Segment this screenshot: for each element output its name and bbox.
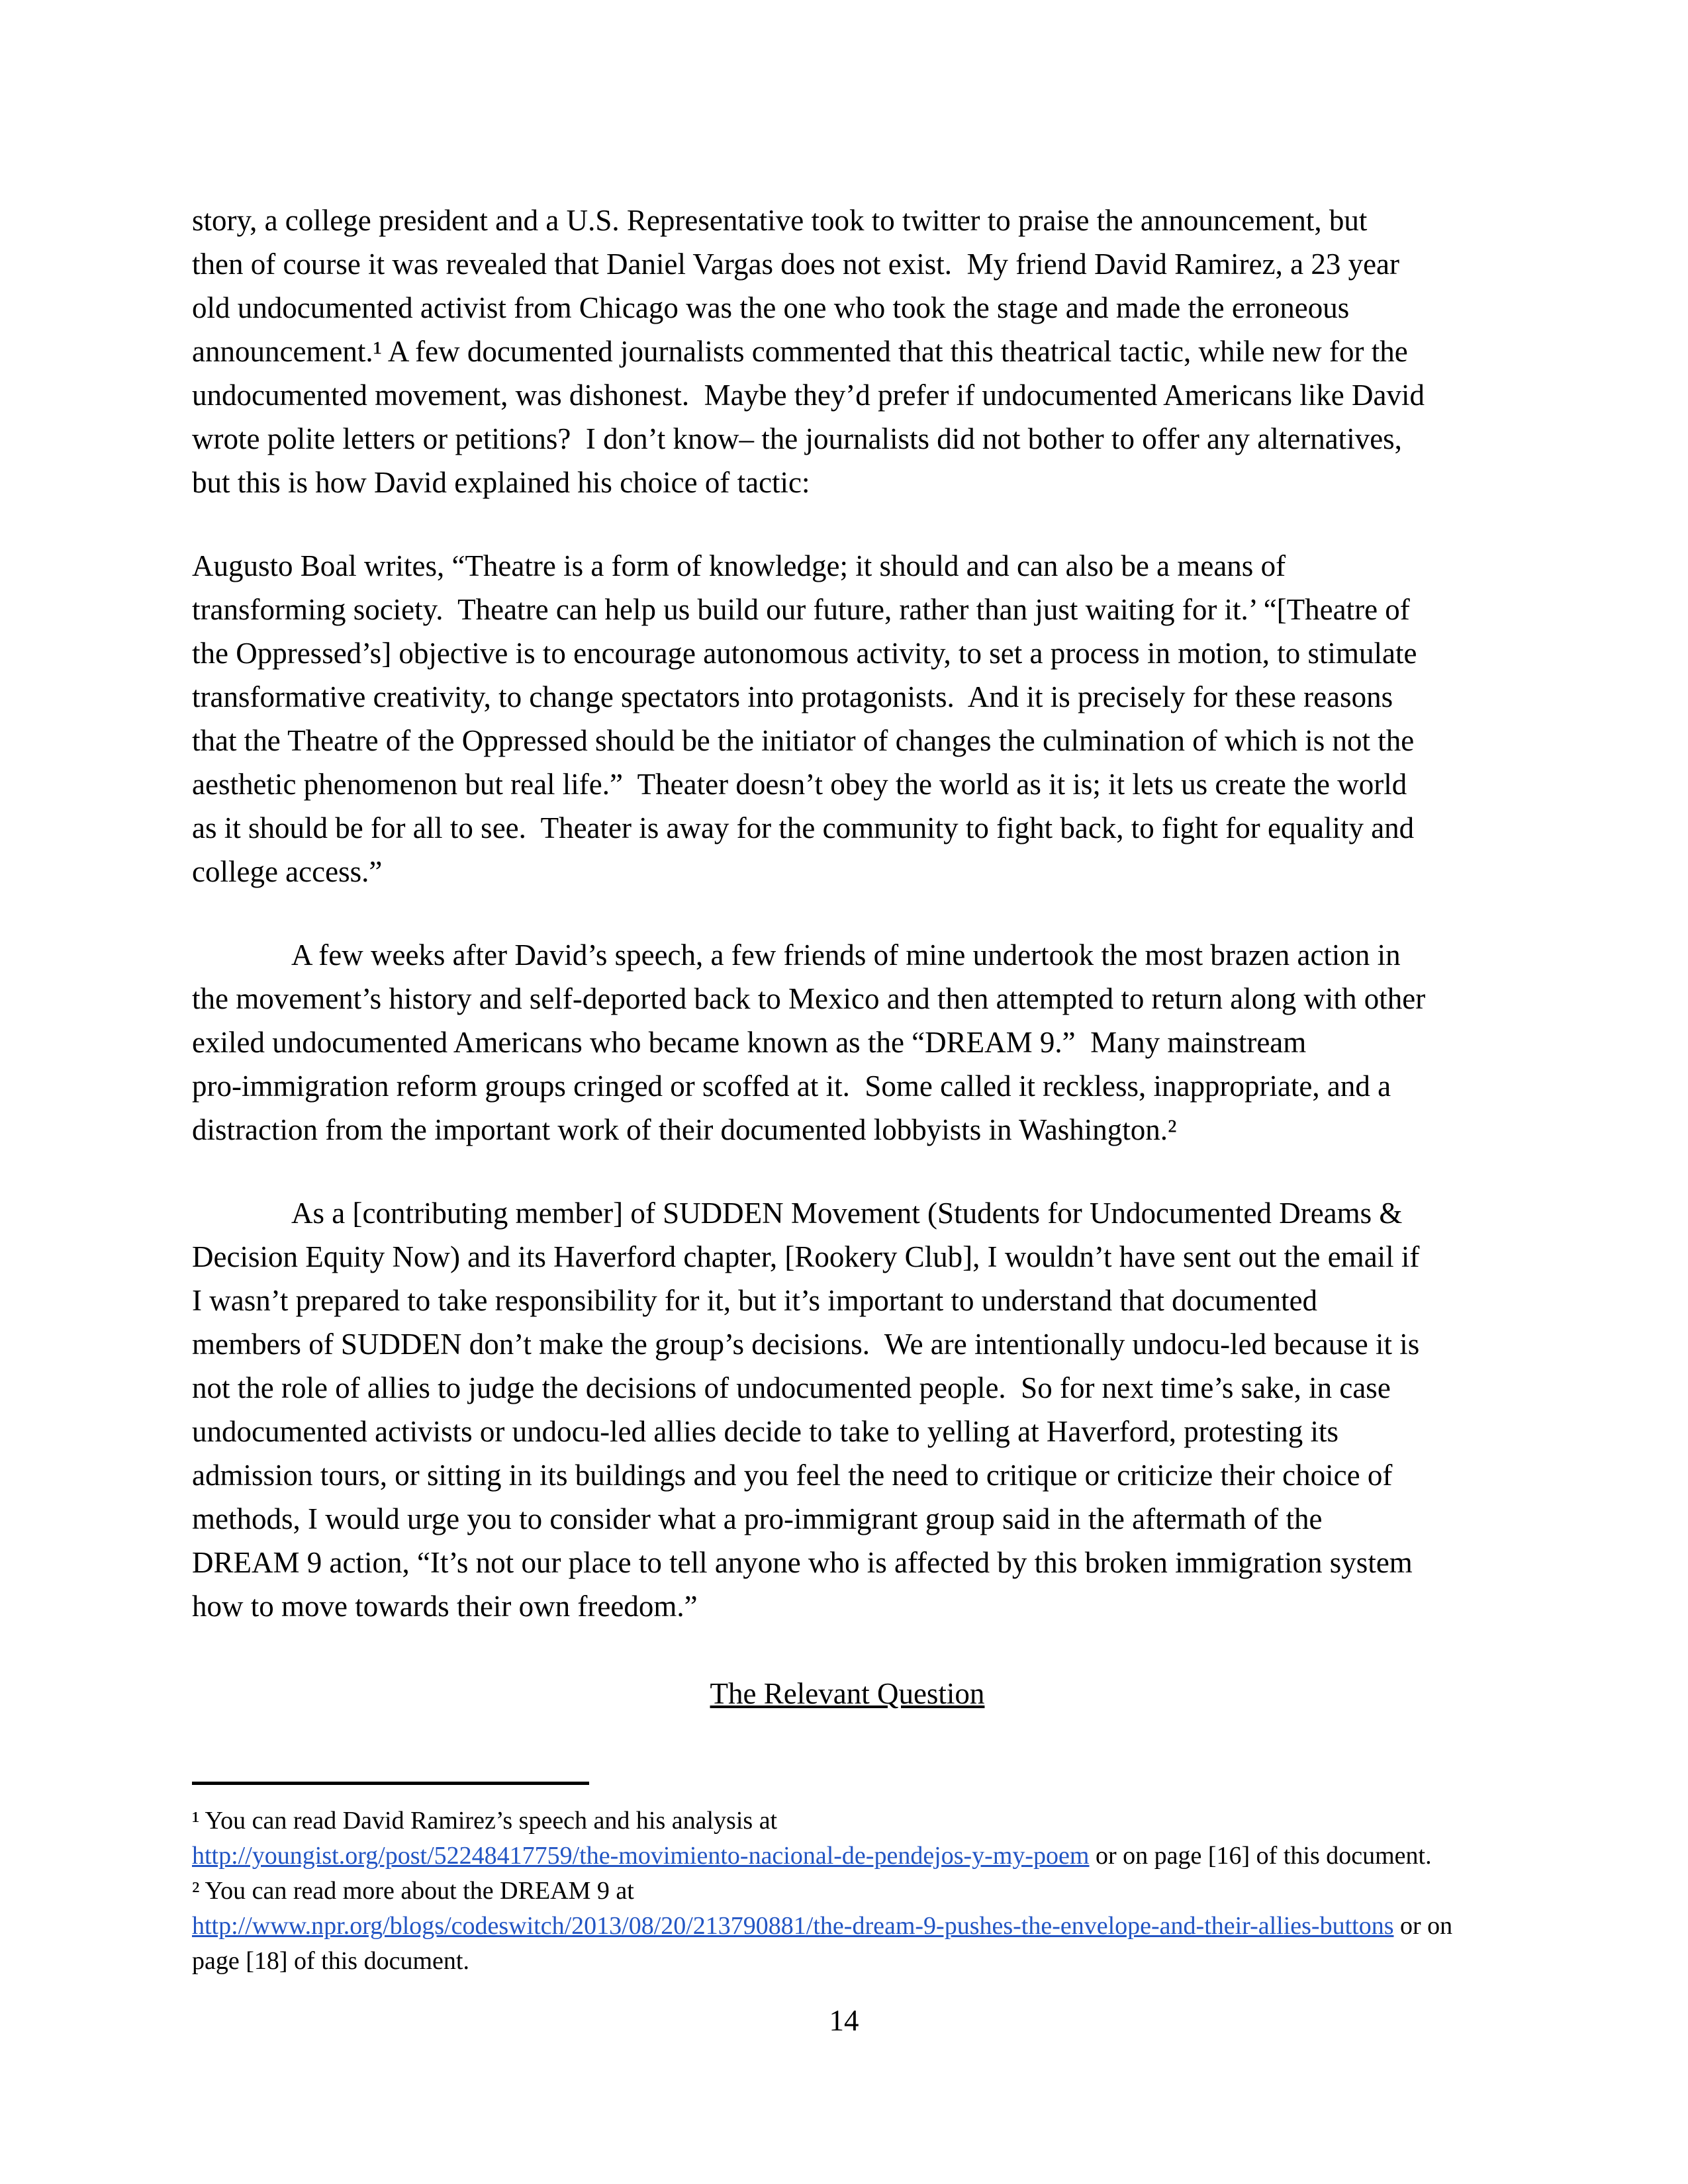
paragraph [192, 199, 1503, 504]
paragraph-line: that the Theatre of the Oppressed should be the initiator of changes the culmination of which is not the [192, 724, 1415, 757]
paragraph-line: aesthetic phenomenon but real life.” Theater doesn’t obey the world as it is; it lets us create the world [192, 768, 1407, 801]
paragraph-line: As a [contributing member] of SUDDEN Movement (Students for Undocumented Dreams & [291, 1197, 1403, 1230]
paragraph-line: not the role of allies to judge the decisions of undocumented people. So for next time’s sake, in case [192, 1371, 1391, 1404]
footnote-line [192, 1909, 1503, 1944]
footnote-link[interactable]: http://www.npr.org/blogs/codeswitch/2013/08/20/213790881/the-dream-9-pushes-the-envelope-and-their-allies-buttons [192, 1912, 1394, 1940]
paragraph-line: A few weeks after David’s speech, a few friends of mine undertook the most brazen action in [291, 938, 1401, 972]
paragraph-line: exiled undocumented Americans who became known as the “DREAM 9.” Many mainstream [192, 1026, 1307, 1059]
paragraph-line: the Oppressed’s] objective is to encourage autonomous activity, to set a process in motion, to stimulate [192, 637, 1417, 670]
paragraph-line: the movement’s history and self-deported back to Mexico and then attempted to return along with other [192, 982, 1426, 1015]
paragraph-line: I wasn’t prepared to take responsibility for it, but it’s important to understand that documented [192, 1284, 1318, 1317]
paragraph-line: wrote polite letters or petitions? I don’t know– the journalists did not bother to offer any alternatives, [192, 422, 1402, 455]
paragraph-line: Augusto Boal writes, “Theatre is a form of knowledge; it should and can also be a means of [192, 549, 1286, 582]
footnote-text: or on [1393, 1912, 1453, 1940]
footnote-line [192, 1839, 1503, 1874]
paragraph-line: story, a college president and a U.S. Representative took to twitter to praise the announcement, but [192, 204, 1368, 237]
footnote-area [192, 1782, 1503, 1979]
paragraph-line: transformative creativity, to change spectators into protagonists. And it is precisely for these reasons [192, 680, 1393, 713]
body-paragraphs [192, 199, 1503, 1628]
footnote-text: ² You can read more about the DREAM 9 at [192, 1877, 634, 1905]
paragraph-line: transforming society. Theatre can help us build our future, rather than just waiting for it.’ “[Theatre of [192, 593, 1410, 626]
paragraph-line: pro-immigration reform groups cringed or scoffed at it. Some called it reckless, inappropriate, and a [192, 1069, 1391, 1103]
footnote-text: or on page [16] of this document. [1089, 1842, 1432, 1870]
paragraph-line: how to move towards their own freedom.” [192, 1590, 698, 1623]
paragraph [192, 544, 1503, 893]
paragraph-line: admission tours, or sitting in its buildings and you feel the need to critique or criticize their choice of [192, 1459, 1393, 1492]
paragraph-line: old undocumented activist from Chicago was the one who took the stage and made the erroneous [192, 291, 1350, 324]
paragraph-line: Decision Equity Now) and its Haverford chapter, [Rookery Club], I wouldn’t have sent out the email if [192, 1240, 1420, 1273]
paragraph-line: distraction from the important work of their documented lobbyists in Washington.² [192, 1113, 1177, 1146]
paragraph-line: members of SUDDEN don’t make the group’s decisions. We are intentionally undocu-led because it is [192, 1328, 1420, 1361]
paragraph-line: then of course it was revealed that Daniel Vargas does not exist. My friend David Ramirez, a 23 year [192, 248, 1400, 281]
paragraph-line: methods, I would urge you to consider what a pro-immigrant group said in the aftermath of the [192, 1502, 1323, 1535]
footnote-list [192, 1803, 1503, 1979]
paragraph-line: announcement.¹ A few documented journalists commented that this theatrical tactic, while new for the [192, 335, 1408, 368]
footnote-line [192, 1944, 1503, 1979]
footnote-text: page [18] of this document. [192, 1947, 469, 1975]
footnote-line [192, 1874, 1503, 1909]
paragraph-line: college access.” [192, 855, 383, 888]
section-heading: The Relevant Question [710, 1677, 985, 1710]
paragraph [192, 933, 1503, 1152]
paragraph-line: undocumented movement, was dishonest. Maybe they’d prefer if undocumented Americans like David [192, 379, 1425, 412]
page-number: 14 [829, 2004, 859, 2037]
paragraph-line: as it should be for all to see. Theater is away for the community to fight back, to fight for equality and [192, 811, 1415, 844]
paragraph-line: undocumented activists or undocu-led allies decide to take to yelling at Haverford, protesting its [192, 1415, 1339, 1448]
paragraph [192, 1191, 1503, 1628]
footnote-separator [192, 1782, 589, 1785]
paragraph-line: DREAM 9 action, “It’s not our place to tell anyone who is affected by this broken immigration system [192, 1546, 1413, 1579]
footnote-link[interactable]: http://youngist.org/post/52248417759/the-movimiento-nacional-de-pendejos-y-my-poem [192, 1842, 1090, 1870]
paragraph-line: but this is how David explained his choice of tactic: [192, 466, 810, 499]
footnote-line [192, 1803, 1503, 1839]
footnote-text: ¹ You can read David Ramirez’s speech and his analysis at [192, 1807, 778, 1835]
